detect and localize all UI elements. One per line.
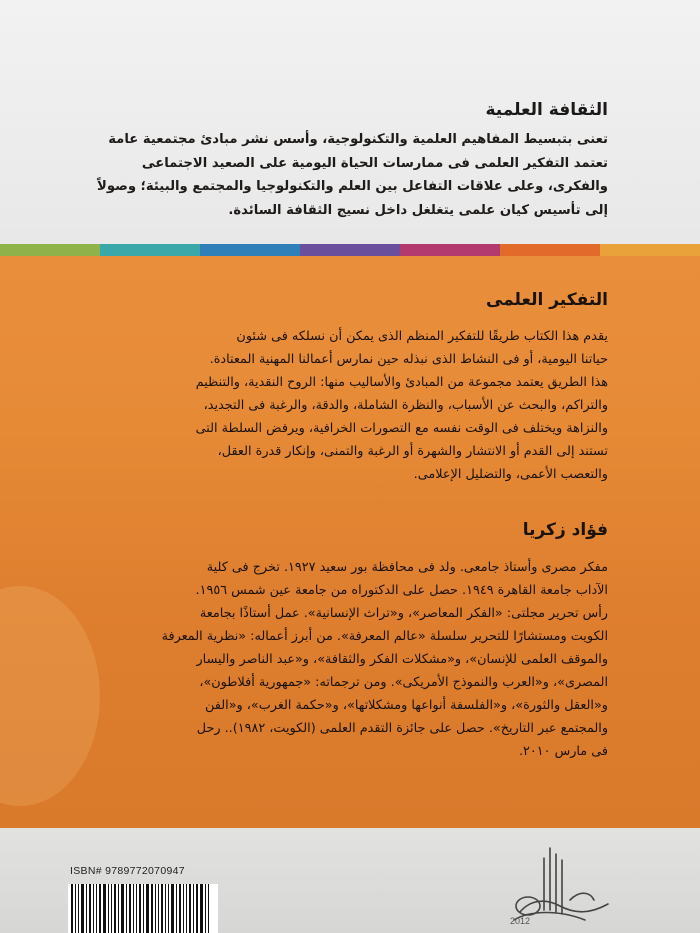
text-line: الآداب جامعة القاهرة ١٩٤٩. حصل على الدكتوراه من جامعة عين شمس ١٩٥٦.	[195, 583, 608, 598]
barcode-bar	[151, 884, 153, 933]
barcode-bar	[158, 884, 159, 933]
text-line: والموقف العلمى للإنسان»، و«مشكلات الفكر والثقافة»، و«عبد الناصر واليسار	[196, 652, 608, 667]
barcode-bar	[111, 884, 112, 933]
text-line: يقدم هذا الكتاب طريقًا للتفكير المنظم الذى يمكن أن نسلكه فى شئون	[236, 329, 608, 344]
barcode-bar	[179, 884, 181, 933]
text-line: إلى تأسيس كيان علمى يتغلغل داخل نسيج الثقافة السائدة.	[228, 202, 608, 218]
author-name: فؤاد زكريا	[522, 520, 608, 540]
text-line: تعتمد التفكير العلمى فى ممارسات الحياة اليومية على الصعيد الاجتماعى	[141, 155, 608, 171]
text-line: تعنى بتبسيط المفاهيم العلمية والتكنولوجية، وأسس نشر مبادئ مجتمعية عامة	[108, 132, 608, 147]
barcode-bar	[161, 884, 163, 933]
barcode-bar	[171, 884, 174, 933]
text-line: رأس تحرير مجلتى: «الفكر المعاصر»، و«تراث الإنسانية». عمل أستاذًا بجامعة	[199, 606, 608, 621]
text-line: حياتنا اليومية، أو فى النشاط الذى نبذله حين نمارس أعمالنا المهنية المعتادة.	[209, 352, 608, 367]
barcode-bar	[121, 884, 124, 933]
barcode-bar	[99, 884, 101, 933]
barcode-bar	[114, 884, 116, 933]
barcode-bar	[183, 884, 184, 933]
text-line: والنزاهة ويختلف فى الوقت نفسه مع التصورات الخرافية، ويرفض السلطة التى	[195, 421, 608, 436]
barcode-bar	[168, 884, 169, 933]
publication-year: 2012	[510, 916, 531, 926]
author-bio	[83, 556, 608, 763]
barcode-bar	[75, 884, 76, 933]
barcode-bar	[189, 884, 191, 933]
barcode-bar	[176, 884, 177, 933]
barcode-bar	[165, 884, 166, 933]
barcode-bar	[118, 884, 119, 933]
barcode-bar	[155, 884, 156, 933]
text-line: و«العقل والثورة»، و«الفلسفة أنواعها ومشكلاتها»، و«حكمة الغرب»، و«الفن	[205, 698, 608, 713]
text-line: تستند إلى القدم أو الانتشار والشهرة أو الرغبة والتمنى، وإنكار قدرة العقل،	[217, 444, 608, 459]
barcode-bar	[89, 884, 91, 933]
color-strip	[0, 244, 700, 256]
barcode-bar	[129, 884, 131, 933]
text-line: والمجتمع عبر التاريخ». حصل على جائزة التقدم العلمى (الكويت، ١٩٨٢).. رحل	[196, 721, 608, 736]
barcode-bar	[136, 884, 137, 933]
barcode-bar	[133, 884, 134, 933]
text-line: والفكرى، وعلى علاقات التفاعل بين العلم والتكنولوجيا والمجتمع والبيئة؛ وصولاً	[97, 179, 608, 194]
barcode-bar	[71, 884, 73, 933]
barcode-bar	[186, 884, 187, 933]
text-line: الكويت ومستشارًا للتحرير سلسلة «عالم المعرفة». من أبرز أعماله: «نظرية المعرفة	[161, 629, 608, 644]
text-line: والتراكم، والبحث عن الأسباب، والنظرة الشاملة، والدقة، والرغبة فى التجديد،	[203, 398, 608, 413]
barcode	[68, 884, 218, 933]
barcode-bar	[208, 884, 209, 933]
barcode-bar	[146, 884, 149, 933]
barcode-bar	[96, 884, 97, 933]
book-description	[83, 325, 608, 486]
text-line: مفكر مصرى وأستاذ جامعى. ولد فى محافظة بور سعيد ١٩٢٧. تخرج فى كلية	[206, 560, 608, 575]
barcode-bar	[193, 884, 194, 933]
text-line: المصرى»، و«العرب والنموذج الأمريكى». ومن ترجماته: «جمهورية أفلاطون»،	[199, 675, 608, 690]
barcode-bar	[200, 884, 203, 933]
barcode-bar	[143, 884, 144, 933]
series-description	[83, 128, 608, 222]
text-line: هذا الطريق يعتمد مجموعة من المبادئ والأساليب منها: الروح النقدية، والتنظيم	[195, 375, 608, 390]
barcode-bar	[86, 884, 87, 933]
text-line: فى مارس ٢٠١٠.	[518, 744, 608, 759]
barcode-bar	[103, 884, 106, 933]
barcode-bar	[126, 884, 127, 933]
isbn-label: ISBN# 9789772070947	[70, 865, 185, 877]
barcode-bar	[205, 884, 206, 933]
barcode-bar	[93, 884, 94, 933]
barcode-bar	[81, 884, 84, 933]
text-line: والتعصب الأعمى، والتضليل الإعلامى.	[413, 467, 608, 482]
barcode-bar	[139, 884, 141, 933]
barcode-bar	[196, 884, 198, 933]
barcode-bar	[78, 884, 79, 933]
barcode-bar	[108, 884, 109, 933]
series-title: الثقافة العلمية	[485, 100, 608, 120]
book-title: التفكير العلمى	[485, 290, 608, 310]
